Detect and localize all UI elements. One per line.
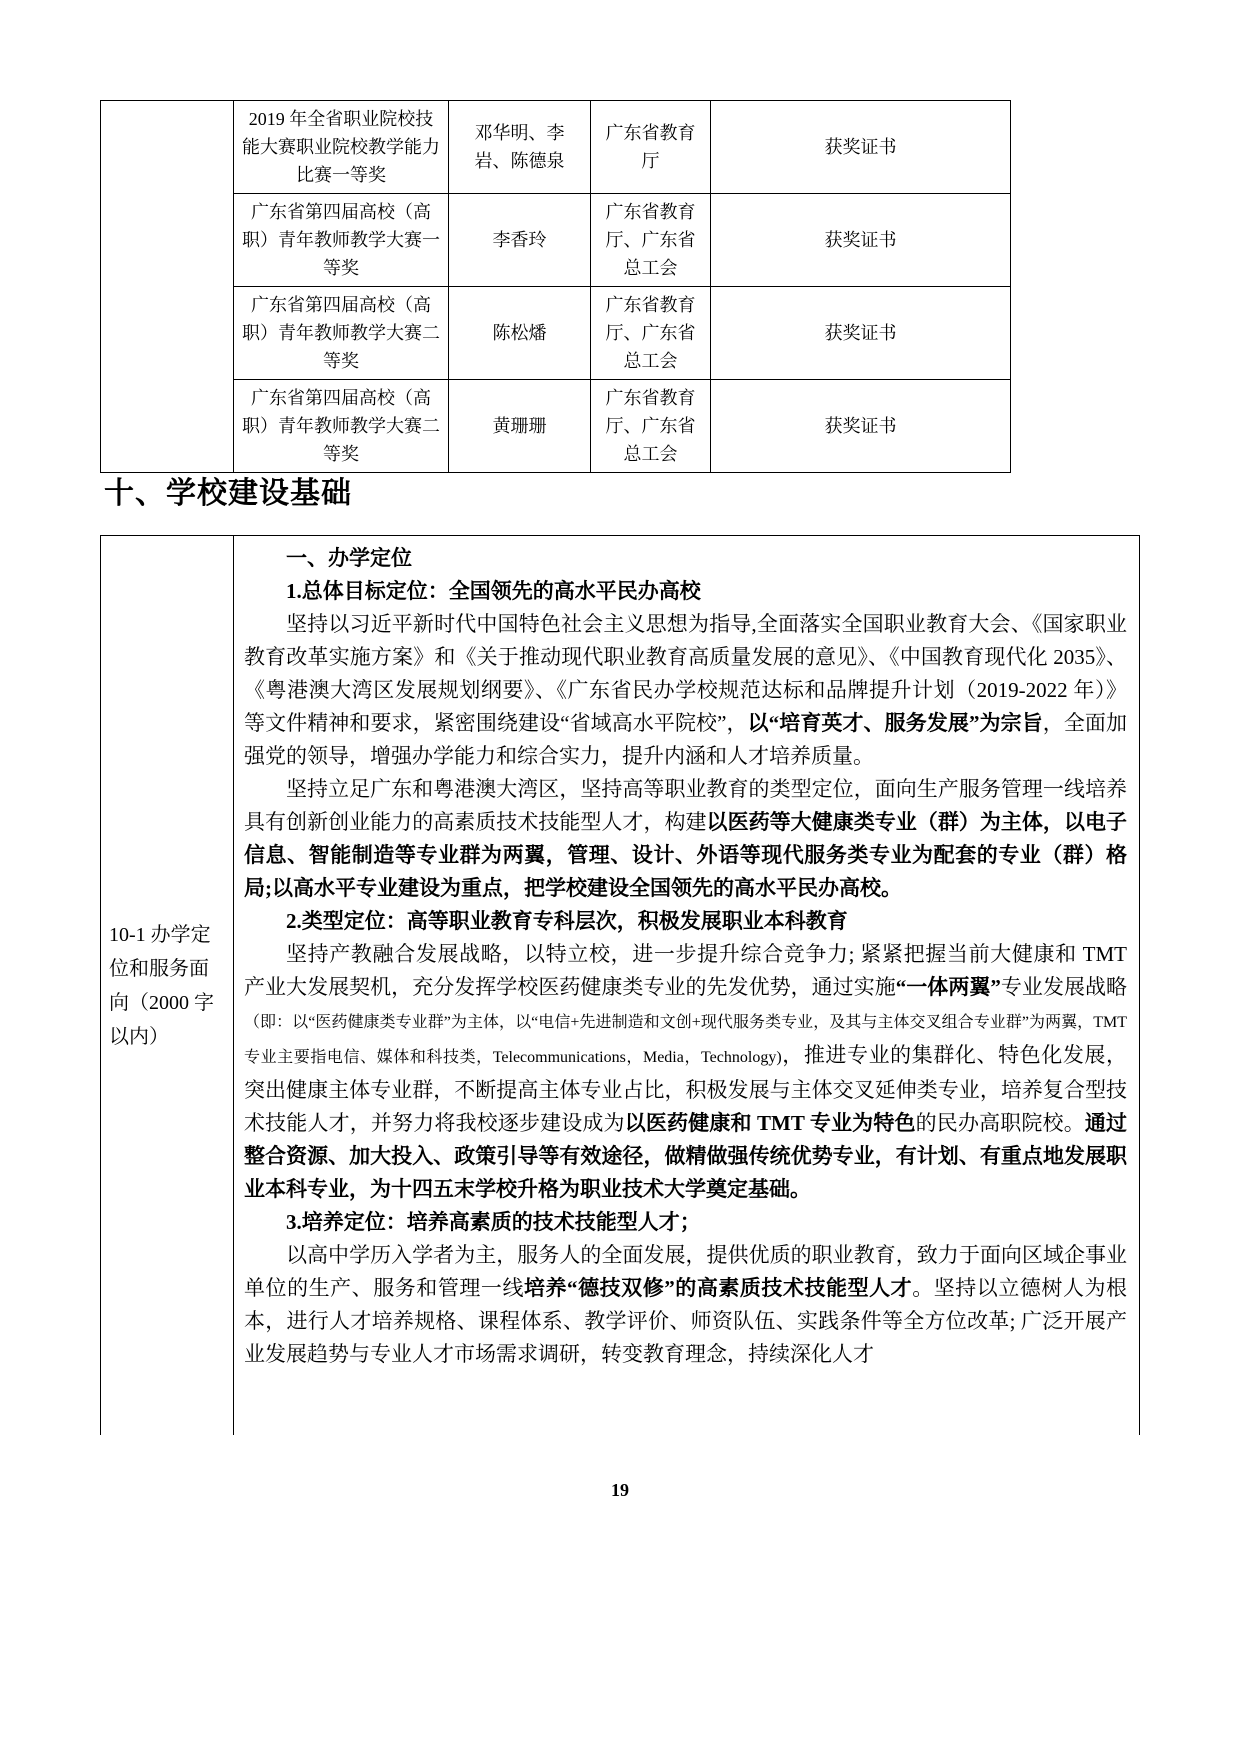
page-number: 19 (611, 1480, 629, 1500)
paragraph (244, 608, 1127, 773)
text-run: ，推进专业的集群化、特色化发展，突出健康主体专业群，不断提高主体专业占比，积极发展与主体交叉延伸类专业，培养复合型技术技能人才，并努力将我校逐步建设成为 (244, 1043, 1128, 1135)
issuer-cell: 广东省教育厅 (591, 101, 711, 194)
text-run: （即：以“医药健康类专业群”为主体，以“电信+先进制造和文创+现代服务类专业，及其与主体交叉组合专业群”为两翼，TMT 专业主要指电信、媒体和科技类，Telecommunications，Media，Technology) (244, 1014, 1127, 1066)
section-heading: 十、学校建设基础 (104, 477, 352, 510)
proof-cell: 获奖证书 (711, 194, 1011, 287)
paragraph (244, 938, 1127, 1206)
row-label-cell (101, 536, 234, 1435)
table-row (101, 101, 1011, 194)
text-run: “一体两翼” (895, 975, 1001, 999)
sub-heading (244, 1206, 1127, 1239)
text-run: 3.培养定位：培养高素质的技术技能型人才； (286, 1210, 701, 1234)
sub-heading (244, 905, 1127, 938)
text-run: 。坚持以立德树人为根本，进行人才培养规格、课程体系、教学评价、师资队伍、实践条件等全方位改革; 广泛开展产业发展趋势与专业人才市场需求调研，转变教育理念，持续深化人才 (244, 1276, 1128, 1366)
issuer-cell: 广东省教育厅、广东省总工会 (591, 194, 711, 287)
table-row (101, 287, 1011, 380)
recipients-cell: 邓华明、李岩、陈德泉 (449, 101, 591, 194)
text-run: 以医药健康和 TMT 专业为特色 (624, 1111, 916, 1135)
paragraph (244, 773, 1127, 905)
positioning-content (234, 536, 1139, 1435)
award-name-cell: 广东省第四届高校（高职）青年教师教学大赛一等奖 (234, 194, 449, 287)
positioning-table (100, 535, 1140, 1435)
text-run: 2.类型定位：高等职业教育专科层次，积极发展职业本科教育 (286, 909, 848, 933)
row-label: 10-1 办学定位和服务面向（2000 字以内） (109, 923, 214, 1048)
table-row (101, 380, 1011, 473)
sub-heading (244, 542, 1127, 575)
text-run: 以医药等大健康类专业（群）为主体，以电子信息、智能制造等专业群为两翼，管理、设计、外语等现代服务类专业为配套的专业（群）格局;以高水平专业建设为重点，把学校建设全国领先的高水平民办高校。 (244, 810, 1128, 900)
sub-heading (244, 575, 1127, 608)
recipients-cell: 黄珊珊 (449, 380, 591, 473)
text-run: 的民办高职院校。 (915, 1111, 1085, 1135)
proof-cell: 获奖证书 (711, 101, 1011, 194)
proof-cell: 获奖证书 (711, 287, 1011, 380)
proof-cell: 获奖证书 (711, 380, 1011, 473)
text-run: 坚持立足广东和粤港澳大湾区，坚持高等职业教育的类型定位，面向生产服务管理一线培养具有创新创业能力的高素质技术技能型人才，构建 (244, 777, 1127, 834)
text-run: 培养“德技双修”的高素质技术技能型人才 (523, 1276, 913, 1300)
text-run: ，全面加强党的领导，增强办学能力和综合实力，提升内涵和人才培养质量。 (244, 711, 1127, 768)
awards-table (100, 100, 1011, 473)
text-run: 以“培育英才、服务发展”为宗旨 (747, 711, 1043, 735)
text-run: 一、办学定位 (286, 546, 412, 570)
recipients-cell: 陈松燔 (449, 287, 591, 380)
text-run: 通过整合资源、加大投入、政策引导等有效途径，做精做强传统优势专业，有计划、有重点地发展职业本科专业，为十四五末学校升格为职业技术大学奠定基础。 (244, 1111, 1128, 1201)
category-cell-empty (101, 101, 234, 473)
paragraph (244, 1239, 1127, 1371)
table-row (101, 194, 1011, 287)
recipients-cell: 李香玲 (449, 194, 591, 287)
text-run: 坚持以习近平新时代中国特色社会主义思想为指导,全面落实全国职业教育大会、《国家职业教育改革实施方案》和《关于推动现代职业教育高质量发展的意见》、《中国教育现代化 2035》、《粤港澳大湾区发展规划纲要》、《广东省民办学校规范达标和品牌提升计划（2019-2022 年）》等文件精神和要求，紧密围绕建设“省域高水平院校”， (244, 612, 1127, 735)
text-run: 专业发展战略 (1000, 975, 1128, 999)
text-run: 以高中学历入学者为主，服务人的全面发展，提供优质的职业教育，致力于面向区域企事业单位的生产、服务和管理一线 (244, 1243, 1127, 1300)
issuer-cell: 广东省教育厅、广东省总工会 (591, 287, 711, 380)
award-name-cell: 广东省第四届高校（高职）青年教师教学大赛二等奖 (234, 380, 449, 473)
text-run: 坚持产教融合发展战略，以特立校，进一步提升综合竞争力; 紧紧把握当前大健康和 TMT 产业大发展契机，充分发挥学校医药健康类专业的先发优势，通过实施 (244, 942, 1127, 999)
award-name-cell: 广东省第四届高校（高职）青年教师教学大赛二等奖 (234, 287, 449, 380)
text-run: 1.总体目标定位：全国领先的高水平民办高校 (286, 579, 701, 603)
issuer-cell: 广东省教育厅、广东省总工会 (591, 380, 711, 473)
award-name-cell: 2019 年全省职业院校技能大赛职业院校教学能力比赛一等奖 (234, 101, 449, 194)
